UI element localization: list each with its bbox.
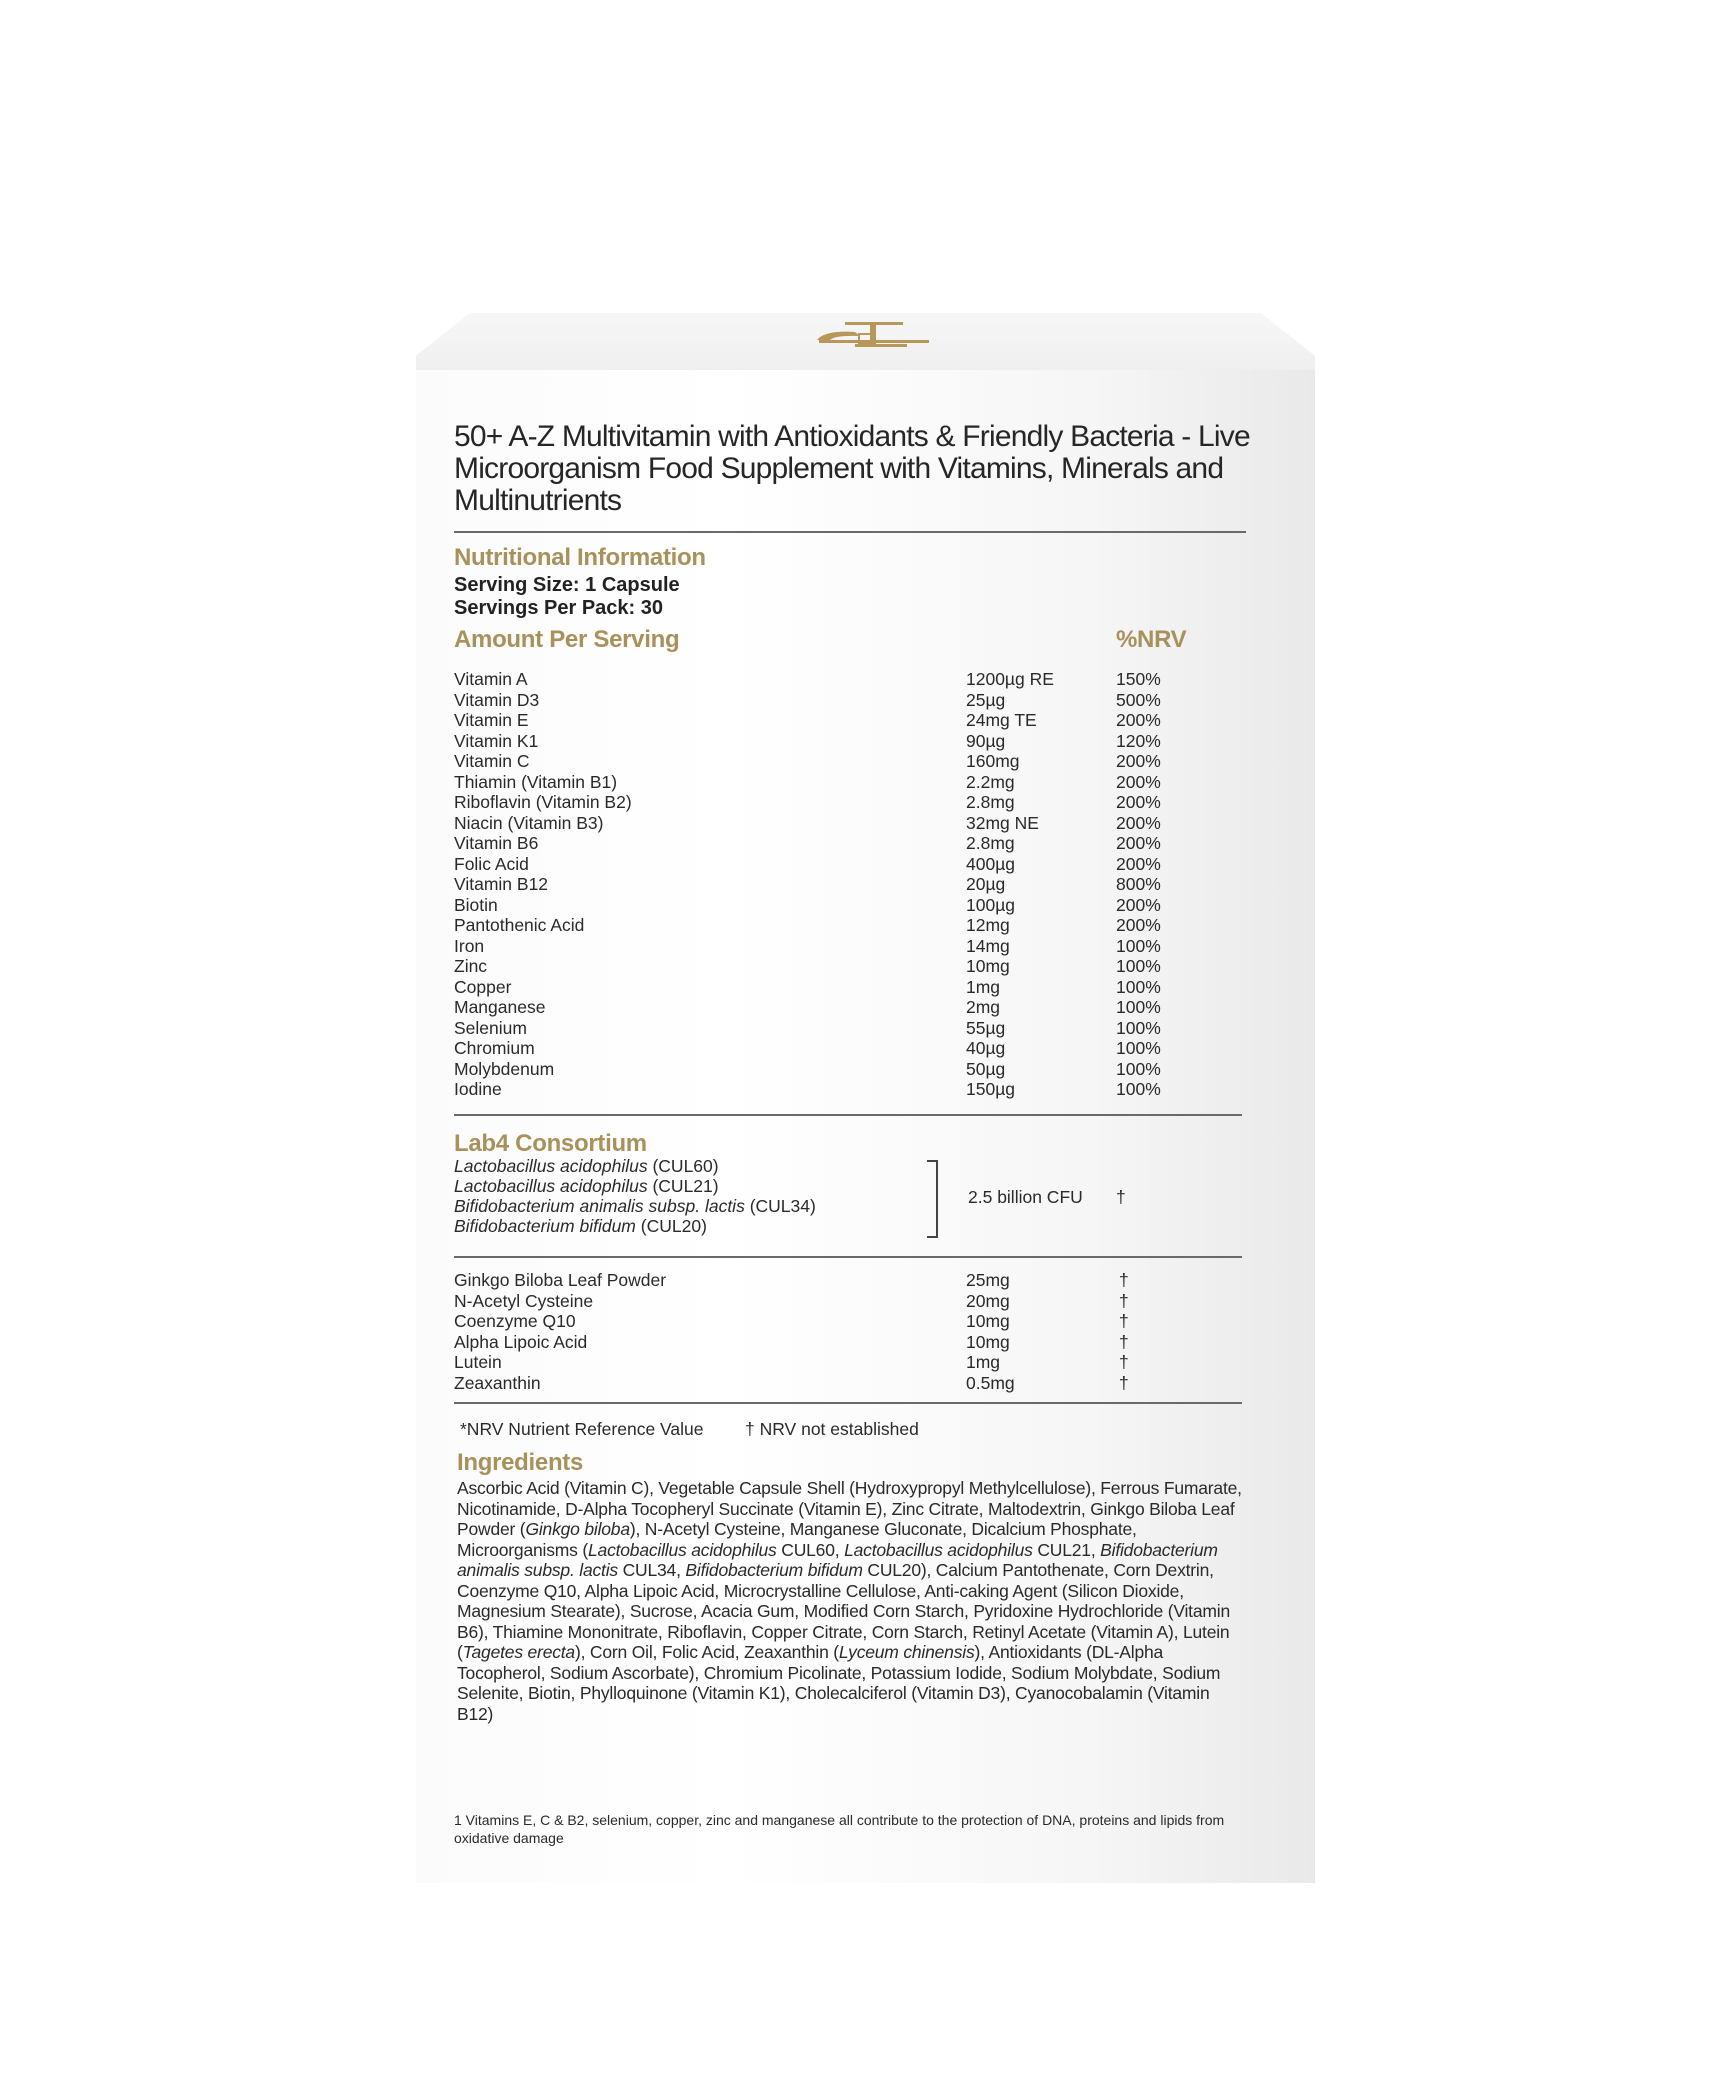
nutrient-nrv: 100% (1116, 1079, 1161, 1099)
table-row (454, 1059, 1254, 1080)
nutrient-amount: 25mg (966, 1270, 1010, 1290)
table-row (454, 1311, 1254, 1332)
strain-code: (CUL20) (640, 1216, 707, 1236)
table-row (454, 813, 1254, 834)
nutrient-nrv: 200% (1116, 771, 1161, 792)
nutrient-amount: 2.2mg (966, 771, 1015, 792)
nutrient-amount: 32mg NE (966, 812, 1039, 833)
strain-species: Bifidobacterium bifidum (454, 1216, 636, 1236)
strain-code: (CUL21) (652, 1176, 719, 1196)
nutrient-amount: 24mg TE (966, 710, 1037, 730)
nutrient-name: Manganese (454, 997, 546, 1017)
table-row (454, 956, 1254, 977)
nutrient-name: Vitamin E (454, 710, 529, 730)
nutrient-amount: 150µg (966, 1079, 1016, 1099)
nutrient-amount: 1200µg RE (966, 669, 1054, 689)
nutrient-amount: 20µg (966, 874, 1006, 894)
nutrient-name: Iron (454, 935, 485, 956)
table-row (454, 874, 1254, 895)
nutrient-amount: 2mg (966, 997, 1001, 1017)
nutrient-name: Ginkgo Biloba Leaf Powder (454, 1270, 667, 1290)
nutrient-amount: 100µg (966, 894, 1016, 915)
nutrient-nrv: 200% (1116, 751, 1161, 771)
strain-species: Bifidobacterium animalis subsp. lactis (454, 1196, 745, 1216)
nutrient-name: Vitamin C (454, 751, 530, 771)
dagger-note: † NRV not established (745, 1419, 919, 1439)
nutrient-name: Copper (454, 976, 512, 997)
nutrient-name: Vitamin B12 (454, 874, 549, 894)
strain-species: Lactobacillus acidophilus (454, 1176, 648, 1196)
strain-code: (CUL60) (652, 1156, 719, 1176)
table-row (454, 936, 1254, 957)
ingredients-heading: Ingredients (457, 1449, 584, 1476)
table-row (454, 1352, 1254, 1373)
nutrient-name: Vitamin B6 (454, 833, 539, 853)
nutrient-amount: 14mg (966, 935, 1010, 956)
brand-logo-icon (815, 320, 930, 350)
notes (454, 1419, 1254, 1440)
nutrient-amount: 160mg (966, 751, 1020, 771)
table-row (454, 792, 1254, 813)
nutrient-amount: 1mg (966, 976, 1001, 997)
nutrient-name: Thiamin (Vitamin B1) (454, 771, 618, 792)
product-title: 50+ A-Z Multivitamin with Antioxidants & Friendly Bacteria - Live Microorganism Food Supplement with Vitamins, Minerals and Multinutrients (454, 420, 1250, 517)
consortium-amount-row (454, 1187, 1254, 1208)
nutrient-nrv: † (1119, 1290, 1129, 1311)
nutrient-name: Biotin (454, 894, 498, 915)
nutrient-nrv: 100% (1116, 1038, 1161, 1058)
nutrient-nrv: † (1119, 1311, 1129, 1331)
nrv-heading: %NRV (1116, 626, 1187, 653)
nrv-note: *NRV Nutrient Reference Value (460, 1419, 704, 1439)
nutrient-name: Pantothenic Acid (454, 915, 585, 935)
nutrient-nrv: 200% (1116, 710, 1161, 730)
nutrient-nrv: 100% (1116, 997, 1161, 1017)
table-row (454, 1332, 1254, 1353)
table-row (454, 895, 1254, 916)
nutrition-heading: Nutritional Information (454, 544, 706, 571)
nutrient-amount: 90µg (966, 730, 1006, 751)
nutrient-name: Molybdenum (454, 1058, 555, 1079)
consortium-amount: 2.5 billion CFU (968, 1187, 1083, 1207)
nutrient-amount: 10mg (966, 1331, 1010, 1352)
nutrient-name: Folic Acid (454, 853, 529, 874)
nutrient-amount: 2.8mg (966, 792, 1015, 812)
nutrient-nrv: 100% (1116, 1058, 1161, 1079)
table-row (454, 1079, 1254, 1100)
nutrient-name: Selenium (454, 1017, 527, 1038)
nutrient-nrv: 100% (1116, 976, 1161, 997)
nutrient-amount: 10mg (966, 956, 1010, 976)
nutrient-nrv: 100% (1116, 1017, 1161, 1038)
footnote: 1 Vitamins E, C & B2, selenium, copper, zinc and manganese all contribute to the protection of DNA, proteins and lipids from oxidative damage (454, 1812, 1225, 1846)
nutrient-name: Lutein (454, 1352, 502, 1372)
divider (454, 1114, 1242, 1116)
table-row (454, 1373, 1254, 1394)
table-row (454, 977, 1254, 998)
servings-per-pack: Servings Per Pack: 30 (454, 597, 664, 619)
divider (454, 1402, 1242, 1404)
table-row (454, 854, 1254, 875)
nutrient-nrv: 120% (1116, 730, 1161, 751)
nutrient-nrv: 200% (1116, 894, 1161, 915)
strain-item (454, 1156, 1254, 1177)
table-row (454, 915, 1254, 936)
consortium-heading: Lab4 Consortium (454, 1130, 647, 1157)
serving-size: Serving Size: 1 Capsule (454, 574, 680, 596)
nutrient-amount: 40µg (966, 1038, 1006, 1058)
strain-species: Lactobacillus acidophilus (454, 1156, 648, 1176)
nutrient-name: Vitamin K1 (454, 730, 539, 751)
nutrient-amount: 10mg (966, 1311, 1010, 1331)
nutrient-nrv: 200% (1116, 792, 1161, 812)
nutrient-nrv: 200% (1116, 915, 1161, 935)
nutrient-name: Niacin (Vitamin B3) (454, 812, 604, 833)
nutrient-nrv: 500% (1116, 689, 1161, 710)
strain-code: (CUL34) (749, 1196, 816, 1216)
nutrient-name: Alpha Lipoic Acid (454, 1331, 588, 1352)
nutrient-nrv: † (1119, 1331, 1129, 1352)
nutrient-amount: 55µg (966, 1017, 1006, 1038)
table-row (454, 751, 1254, 772)
nutrient-nrv: 200% (1116, 812, 1161, 833)
table-row (454, 690, 1254, 711)
divider (454, 1256, 1242, 1258)
nutrient-name: Chromium (454, 1038, 535, 1058)
nutrient-nrv: 150% (1116, 669, 1161, 689)
table-row (454, 731, 1254, 752)
nutrient-amount: 1mg (966, 1352, 1001, 1372)
nutrient-amount: 2.8mg (966, 833, 1015, 853)
nutrient-amount: 20mg (966, 1290, 1010, 1311)
nutrient-nrv: 800% (1116, 874, 1161, 894)
table-row (454, 1018, 1254, 1039)
divider (454, 531, 1246, 533)
nutrient-nrv: 200% (1116, 833, 1161, 853)
nutrient-nrv: 100% (1116, 956, 1161, 976)
ingredients-text: Ascorbic Acid (Vitamin C), Vegetable Capsule Shell (Hydroxypropyl Methylcellulose), Ferrous Fumarate, Nicotinamide, D-Alpha Tocopheryl Succinate (Vitamin E), Zinc Citrate, Maltodextrin, Ginkgo Biloba Leaf Powder (Ginkgo biloba), N-Acetyl Cysteine, Manganese Gluconate, Dicalcium Phosphate, Microorganisms (Lactobacillus acidophilus CUL60, Lactobacillus acidophilus CUL21, Bifidobacterium animalis subsp. lactis CUL34, Bifidobacterium bifidum CUL20), Calcium Pantothenate, Corn Dextrin, Coenzyme Q10, Alpha Lipoic Acid, Microcrystalline Cellulose, Anti-caking Agent (Silicon Dioxide, Magnesium Stearate), Sucrose, Acacia Gum, Modified Corn Starch, Pyridoxine Hydrochloride (Vitamin B6), Thiamine Mononitrate, Riboflavin, Copper Citrate, Corn Starch, Retinyl Acetate (Vitamin A), Lutein (Tagetes erecta), Corn Oil, Folic Acid, Zeaxanthin (Lyceum chinensis), Antioxidants (DL-Alpha Tocopherol, Sodium Ascorbate), Chromium Picolinate, Potassium Iodide, Sodium Molybdate, Sodium Selenite, Biotin, Phylloquinone (Vitamin K1), Cholecalciferol (Vitamin D3), Cyanocobalamin (Vitamin B12) (457, 1478, 1242, 1724)
table-row (454, 997, 1254, 1018)
nutrient-nrv: † (1119, 1352, 1129, 1372)
nutrient-amount: 400µg (966, 853, 1016, 874)
table-row (454, 710, 1254, 731)
nutrient-nrv: † (1119, 1270, 1129, 1290)
table-row (454, 1291, 1254, 1312)
nutrient-name: Coenzyme Q10 (454, 1311, 576, 1331)
table-row (454, 833, 1254, 854)
nutrient-name: Zeaxanthin (454, 1372, 541, 1393)
amount-heading: Amount Per Serving (454, 626, 680, 653)
table-row (454, 669, 1254, 690)
table-row (454, 1038, 1254, 1059)
dagger: † (1116, 1187, 1126, 1207)
strain-item (454, 1216, 1254, 1237)
nutrient-amount: 25µg (966, 689, 1006, 710)
nutrient-amount: 12mg (966, 915, 1010, 935)
table-row (454, 1270, 1254, 1291)
nutrient-name: Vitamin D3 (454, 689, 540, 710)
nutrient-name: Riboflavin (Vitamin B2) (454, 792, 632, 812)
nutrient-name: Zinc (454, 956, 488, 976)
nutrient-name: N-Acetyl Cysteine (454, 1290, 594, 1311)
nutrient-amount: 50µg (966, 1058, 1006, 1079)
nutrient-nrv: 200% (1116, 853, 1161, 874)
nutrient-name: Vitamin A (454, 669, 528, 689)
nutrient-amount: 0.5mg (966, 1372, 1015, 1393)
nutrient-nrv: † (1119, 1372, 1129, 1393)
table-row (454, 772, 1254, 793)
nutrient-name: Iodine (454, 1079, 502, 1099)
nutrient-nrv: 100% (1116, 935, 1161, 956)
